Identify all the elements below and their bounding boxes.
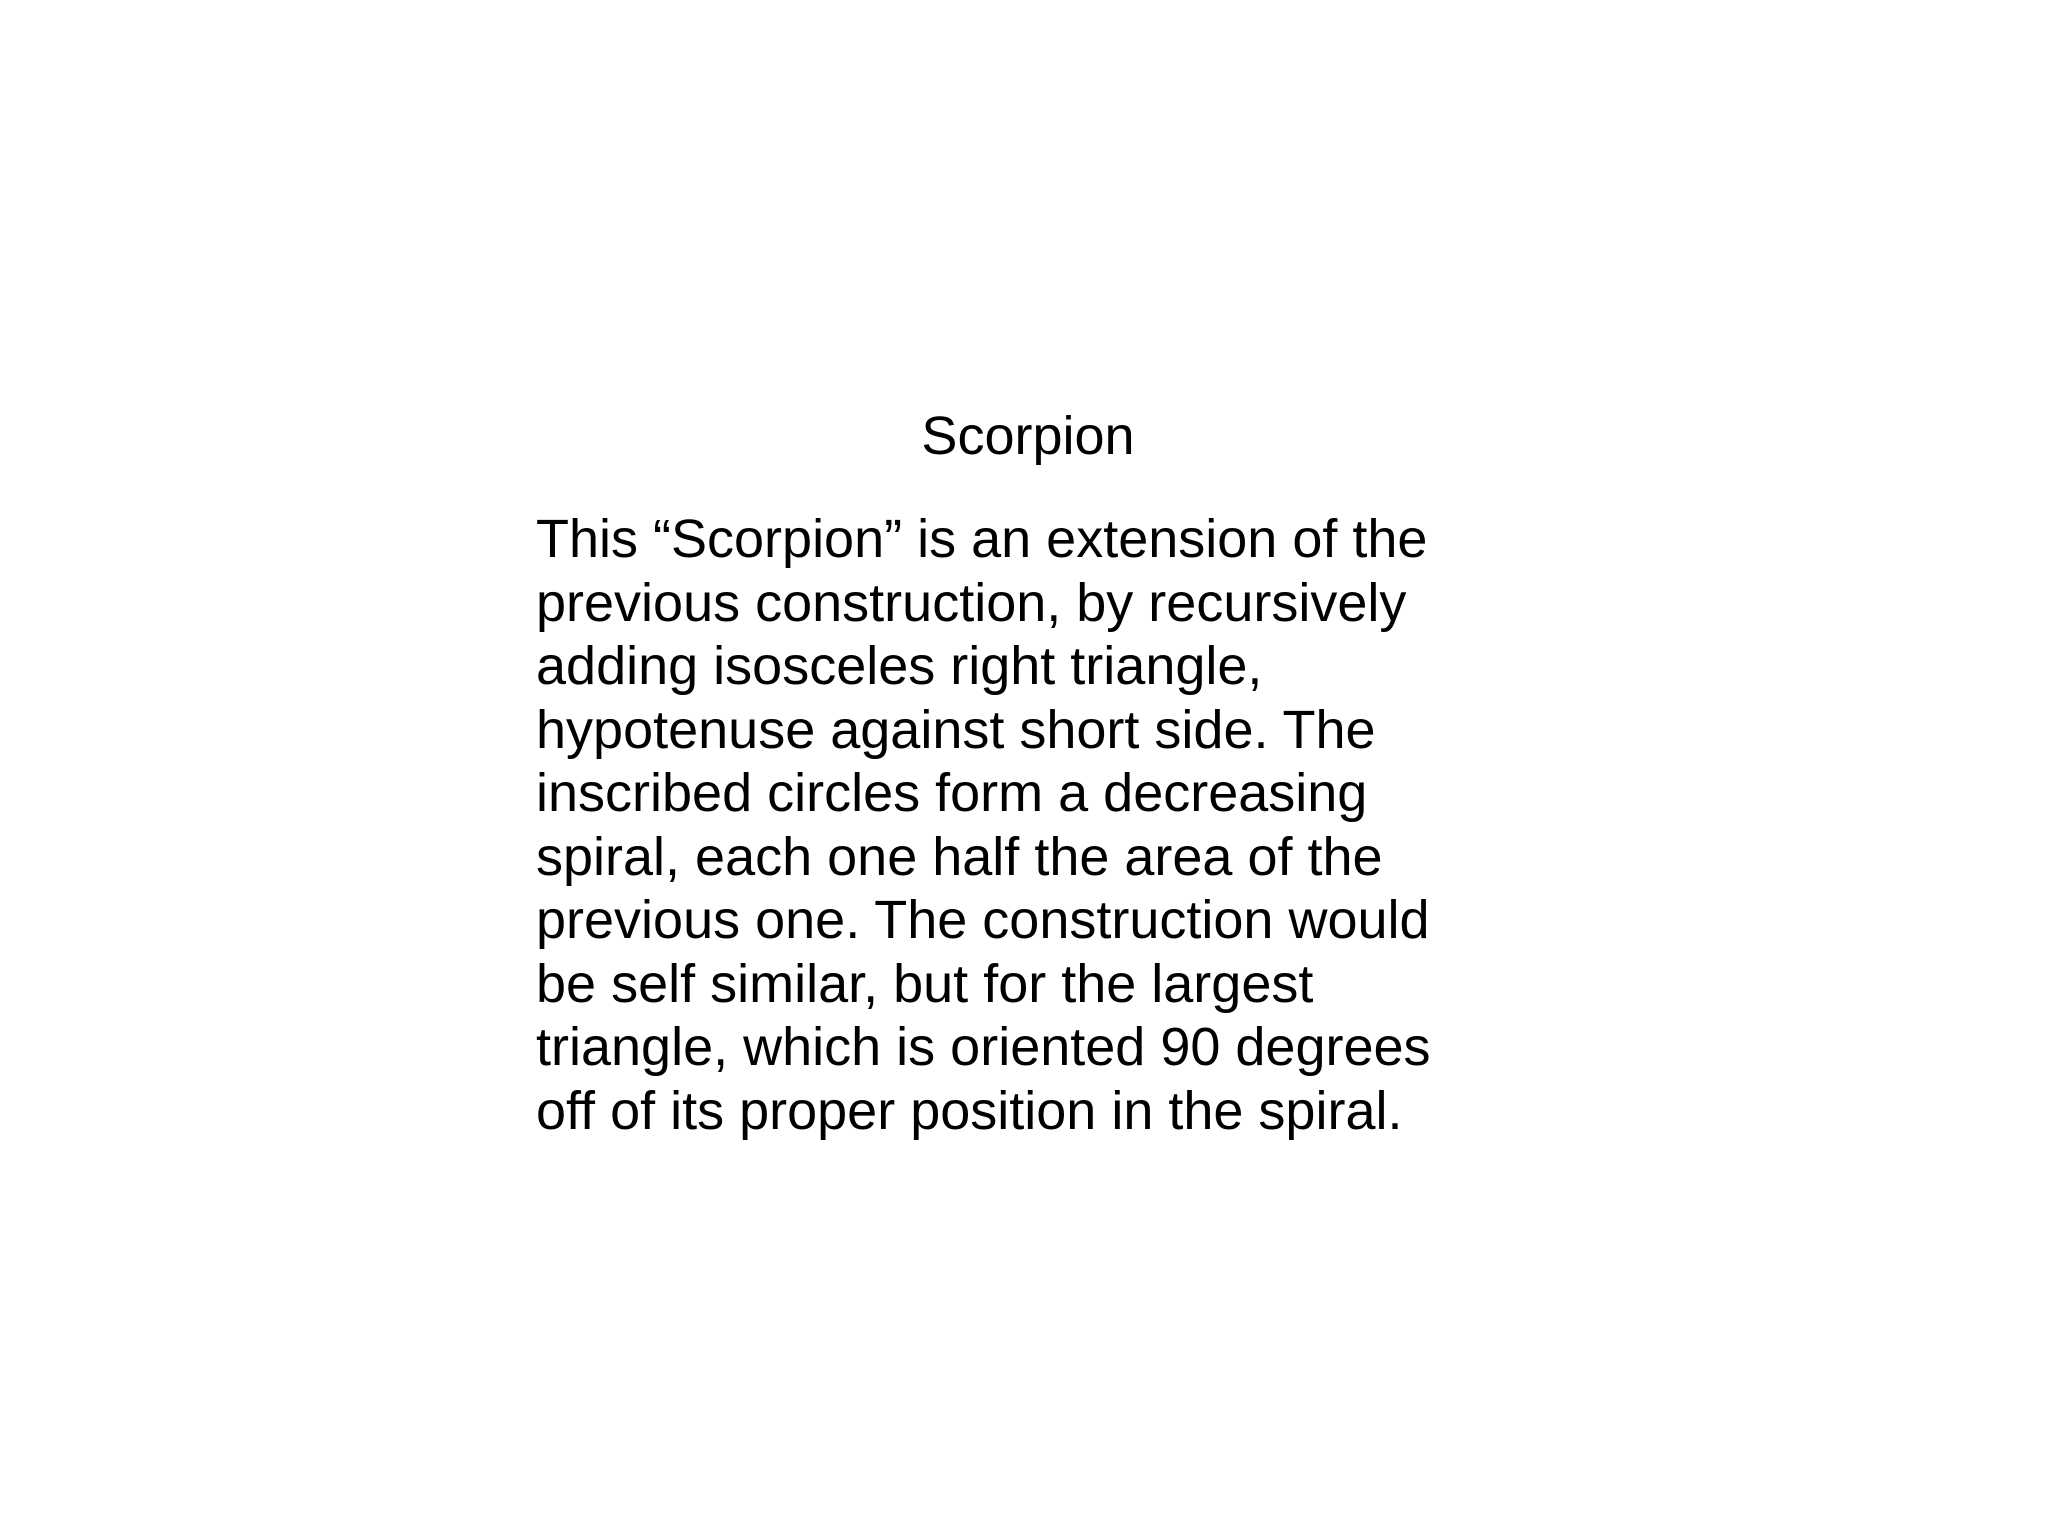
- body-line: previous one. The construction would: [536, 890, 1430, 950]
- slide-title: Scorpion: [921, 406, 1135, 466]
- body-line: adding isosceles right triangle,: [536, 636, 1263, 696]
- body-line: triangle, which is oriented 90 degrees: [536, 1017, 1431, 1077]
- body-line: be self similar, but for the largest: [536, 953, 1314, 1014]
- body-line: spiral, each one half the area of the: [536, 826, 1383, 887]
- body-line: hypotenuse against short side. The: [536, 699, 1376, 760]
- body-line: This “Scorpion” is an extension of the: [536, 509, 1428, 569]
- body-line: off of its proper position in the spiral.: [536, 1080, 1403, 1141]
- body-line: inscribed circles form a decreasing: [536, 763, 1368, 823]
- body-line: previous construction, by recursively: [536, 572, 1407, 633]
- slide-body: [536, 508, 1536, 1143]
